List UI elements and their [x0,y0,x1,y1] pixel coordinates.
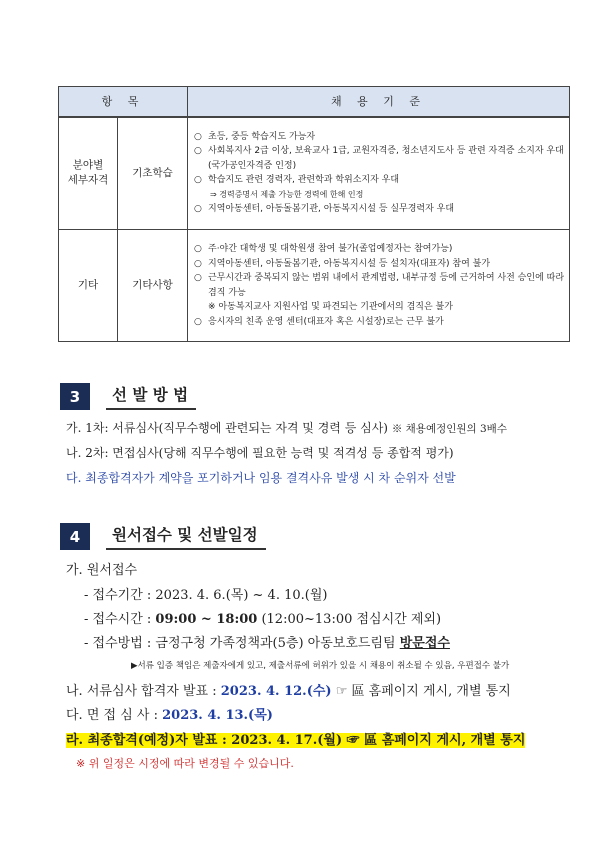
circle-bullet-icon: ○ [194,146,202,157]
list-item: ○ 지역아동센터, 아동돌봄기관, 아동복지시설 등 설치자(대표자) 참여 불가 [194,257,565,272]
caution-note: ▶서류 입증 책임은 제출자에게 있고, 제출서류에 허위가 있을 시 채용이 취소될 수 있음, 우편접수 불가 [131,661,510,671]
document-result-announcement: 나. 서류심사 합격자 발표 : 2023. 4. 12.(수) ☞ 區 홈페이지 게시, 개별 통지 [66,684,511,699]
table-header-row [59,87,570,117]
table-row [59,117,570,230]
row-category: 기타 [59,230,118,342]
announcement-date: 2023. 4. 12.(수) [220,684,332,699]
method-value: 방문접수 [399,636,450,651]
application-method: - 접수방법 : 금정구청 가족정책과(5층) 아동보호드림팀 방문접수 [84,636,450,651]
circle-bullet-icon: ○ [194,258,202,269]
schedule-footnote: ※ 위 일정은 시정에 따라 변경될 수 있습니다. [76,757,294,770]
circle-bullet-icon: ○ [194,316,202,327]
list-item: ○ 근무시간과 중복되지 않는 범위 내에서 관계법령, 내부규정 등에 근거하여 사전 승인에 따라 겸직 가능 [194,271,565,300]
row-subcategory: 기초학습 [118,117,188,230]
final-announcement: 라. 최종합격(예정)자 발표 : 2023. 4. 17.(월) ☞ 區 홈페이지 게시, 개별 통지 [66,733,526,748]
application-time: - 접수시간 : 09:00 ~ 18:00 (12:00~13:00 점심시간 제외) [84,612,442,627]
row-items [188,117,570,230]
circle-bullet-icon: ○ [194,244,202,254]
list-item: ○ 초등, 중등 학습지도 가능자 [194,130,565,145]
header-item: 항 목 [59,87,188,117]
row-subcategory: 기타사항 [118,230,188,342]
interview-date-line: 다. 면 접 심 사 : 2023. 4. 13.(목) [66,708,273,723]
section4-header [60,523,266,550]
section3-header [60,383,196,410]
selection-step-2: 나. 2차: 면접심사(당해 직무수행에 필요한 능력 및 적격성 등 종합적 평가) [66,446,454,460]
circle-bullet-icon: ○ [194,204,202,215]
circle-bullet-icon: ○ [194,175,202,186]
circle-bullet-icon: ○ [194,131,202,142]
section-number: 3 [60,383,90,410]
section-title: 원서접수 및 선발일정 [106,523,266,550]
list-item: ○ 주‧야간 대학생 및 대학원생 참여 불가(졸업예정자는 참여가능) [194,242,565,257]
section-number: 4 [60,523,90,550]
list-item: ○ 학습지도 관련 경력자, 관련학과 학위소지자 우대 [194,173,565,188]
list-item: ○ 사회복지사 2급 이상, 보육교사 1급, 교원자격증, 청소년지도사 등 관련 자격증 소지자 우대(국가공인자격증 인정) [194,144,565,173]
application-heading: 가. 원서접수 [66,563,138,578]
section-title: 선 발 방 법 [106,383,196,410]
interview-date: 2023. 4. 13.(목) [162,708,273,723]
note: ※ 아동복지교사 지원사업 및 파견되는 기관에서의 겸직은 불가 [208,302,453,312]
circle-bullet-icon: ○ [194,273,202,283]
list-item: ○ 응시자의 친족 운영 센터(대표자 혹은 시설장)로는 근무 불가 [194,315,565,330]
header-criteria: 채 용 기 준 [188,87,570,117]
time-value: 09:00 ~ 18:00 [155,612,258,627]
table-row [59,230,570,342]
step1-note: ※ 채용예정인원의 3배수 [391,423,507,435]
application-period: - 접수기간 : 2023. 4. 6.(목) ~ 4. 10.(월) [84,588,328,603]
sub-note: ⇒ 경력증명서 제출 가능한 경력에 한해 인정 [210,189,364,199]
criteria-table [58,86,570,342]
list-item: ○ 지역아동센터, 아동돌봄기관, 아동복지시설 등 실무경력자 우대 [194,202,565,217]
row-category: 분야별 세부자격 [59,117,118,230]
selection-step-3: 다. 최종합격자가 계약을 포기하거나 임용 결격사유 발생 시 차 순위자 선발 [66,471,456,485]
selection-step-1: 가. 1차: 서류심사(직무수행에 관련되는 자격 및 경력 등 심사) ※ 채용예정인원의 3배수 [66,421,507,435]
row-items [188,230,570,342]
